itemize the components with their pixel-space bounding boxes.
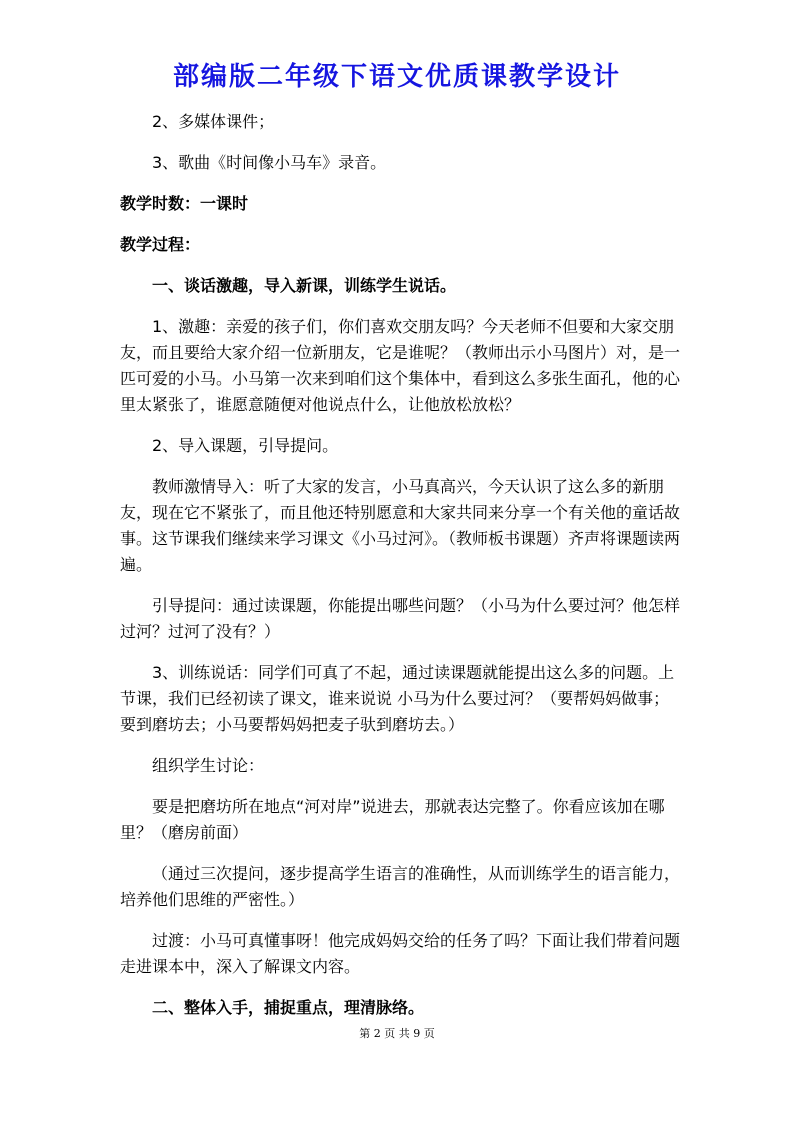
step-3-paragraph: 3、训练说话：同学们可真了不起，通过读课题就能提出这么多的问题。上节课，我们已经初读了课文，谁来说说 小马为什么要过河？（要帮妈妈做事；要到磨坊去；小马要帮妈妈把麦子驮到磨坊去。） xyxy=(120,663,675,734)
section-1-heading: 一、谈话激趣，导入新课，训练学生说话。 xyxy=(152,276,457,295)
teaching-hours: 教学时数：一课时 xyxy=(120,194,249,213)
page-title: 部编版二年级下语文优质课教学设计 xyxy=(172,62,621,92)
document-body xyxy=(120,109,682,1036)
guided-questions-paragraph: 引导提问：通过读课题，你能提出哪些问题？（小马为什么要过河？他怎样过河？过河了没有？） xyxy=(120,596,681,641)
discussion-label: 组织学生讨论： xyxy=(152,756,265,775)
step-1-paragraph: 1、激趣：亲爱的孩子们，你们喜欢交朋友吗？今天老师不但要和大家交朋友，而且要给大家介绍一位新朋友，它是谁呢？（教师出示小马图片）对，是一匹可爱的小马。小马第一次来到咱们这个集体中，看到这么多张生面孔，他的心里太紧张了，谁愿意随便对他说点什么，让他放松放松？ xyxy=(120,317,681,414)
step-2-paragraph: 2、导入课题，引导提问。 xyxy=(152,436,339,455)
materials-item-2: 2、多媒体课件； xyxy=(152,112,275,131)
discussion-paragraph: 要是把磨坊所在地点“河对岸”说进去，那就表达完整了。你看应该加在哪里？（磨房前面） xyxy=(120,797,665,842)
section-2-heading: 二、整体入手，捕捉重点，理清脉络。 xyxy=(152,998,425,1017)
teaching-process-heading: 教学过程： xyxy=(120,235,201,254)
note-paragraph: （通过三次提问，逐步提高学生语言的准确性，从而训练学生的语言能力，培养他们思维的严密性。） xyxy=(120,864,681,909)
page-indicator: 第 2 页 共 9 页 xyxy=(359,1027,435,1040)
teacher-intro-paragraph: 教师激情导入：听了大家的发言，小马真高兴，今天认识了这么多的新朋友，现在它不紧张了，而且他还特别愿意和大家共同来分享一个有关他的童话故事。这节课我们继续来学习课文《小马过河》。（教师板书课题）齐声将课题读两遍。 xyxy=(120,477,681,574)
transition-paragraph: 过渡：小马可真懂事呀！他完成妈妈交给的任务了吗？下面让我们带着问题走进课本中，深入了解课文内容。 xyxy=(120,931,681,976)
materials-item-3: 3、歌曲《时间像小马车》录音。 xyxy=(152,153,387,172)
